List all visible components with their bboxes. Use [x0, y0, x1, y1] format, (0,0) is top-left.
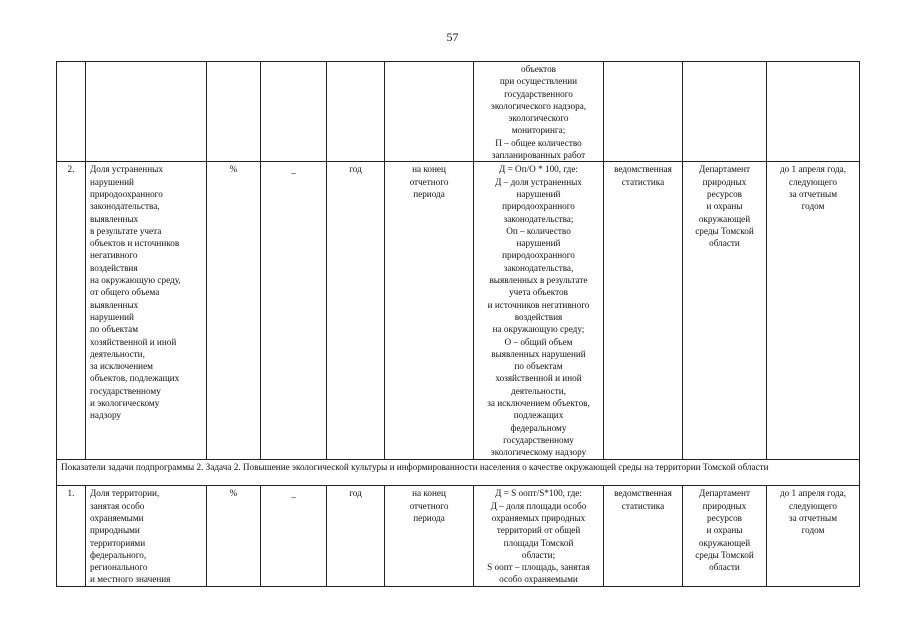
dash-cell: – — [261, 162, 327, 460]
cell-unit — [207, 62, 261, 162]
row-number: 2. — [57, 162, 86, 460]
periodicity: год — [327, 486, 385, 586]
responsible-body: Департамент природных ресурсов и охраны окружающей среды Томской области — [683, 486, 767, 586]
table-row-indicator-1 — [57, 486, 860, 586]
cell-time — [385, 62, 474, 162]
data-source: ведомственная статистика — [604, 486, 683, 586]
time-characteristic: на конец отчетного периода — [385, 486, 474, 586]
section-header: Показатели задачи подпрограммы 2. Задача 2. Повышение экологической культуры и информированности населения о качестве окружающей среды на территории Томской области — [57, 460, 860, 486]
deadline: до 1 апреля года, следующего за отчетным годом — [767, 162, 860, 460]
cell-responsible — [683, 62, 767, 162]
cell-formula-continuation: объектов при осуществлении государственного экологического надзора, экологического мониторинга; П – общее количество запланированных работ — [474, 62, 604, 162]
indicators-table — [56, 61, 860, 587]
page-number: 57 — [446, 30, 459, 44]
table-row-indicator-2 — [57, 162, 860, 460]
table-row-section-header — [57, 460, 860, 486]
cell-num — [57, 62, 86, 162]
calculation-formula: Д = S оопт/S*100, где: Д – доля площади особо охраняемых природных территорий от общей площади Томской области; S оопт – площадь, занятая особо охраняемыми — [474, 486, 604, 586]
unit-of-measure: % — [207, 162, 261, 460]
cell-source — [604, 62, 683, 162]
time-characteristic: на конец отчетного периода — [385, 162, 474, 460]
responsible-body: Департамент природных ресурсов и охраны окружающей среды Томской области — [683, 162, 767, 460]
row-number: 1. — [57, 486, 86, 586]
periodicity: год — [327, 162, 385, 460]
cell-periodicity — [327, 62, 385, 162]
cell-name — [86, 62, 207, 162]
deadline: до 1 апреля года, следующего за отчетным годом — [767, 486, 860, 586]
cell-dash — [261, 62, 327, 162]
cell-deadline — [767, 62, 860, 162]
dash-cell: – — [261, 486, 327, 586]
table-row-continuation — [57, 62, 860, 162]
indicator-name: Доля устраненных нарушений природоохранного законодательства, выявленных в результате учета объектов и источников негативного воздействия на окружающую среду, от общего объема выявленных нарушений по объектам хозяйственной и иной деятельности, за исключением объектов, подлежащих государственному и экологическому надзору — [86, 162, 207, 460]
data-source: ведомственная статистика — [604, 162, 683, 460]
unit-of-measure: % — [207, 486, 261, 586]
calculation-formula: Д = Оп/О * 100, где: Д – доля устраненных нарушений природоохранного законодательства; Оп – количество нарушений природоохранного законодательства, выявленных в результате учета объектов и источников негативного воздействия на окружающую среду; О – общий объем выявленных нарушений по объектам хозяйственной и иной деятельности, за исключением объектов, подлежащих федеральному государственному экологическому надзору — [474, 162, 604, 460]
indicator-name: Доля территории, занятая особо охраняемыми природными территориями федерального, регионального и местного значения — [86, 486, 207, 586]
